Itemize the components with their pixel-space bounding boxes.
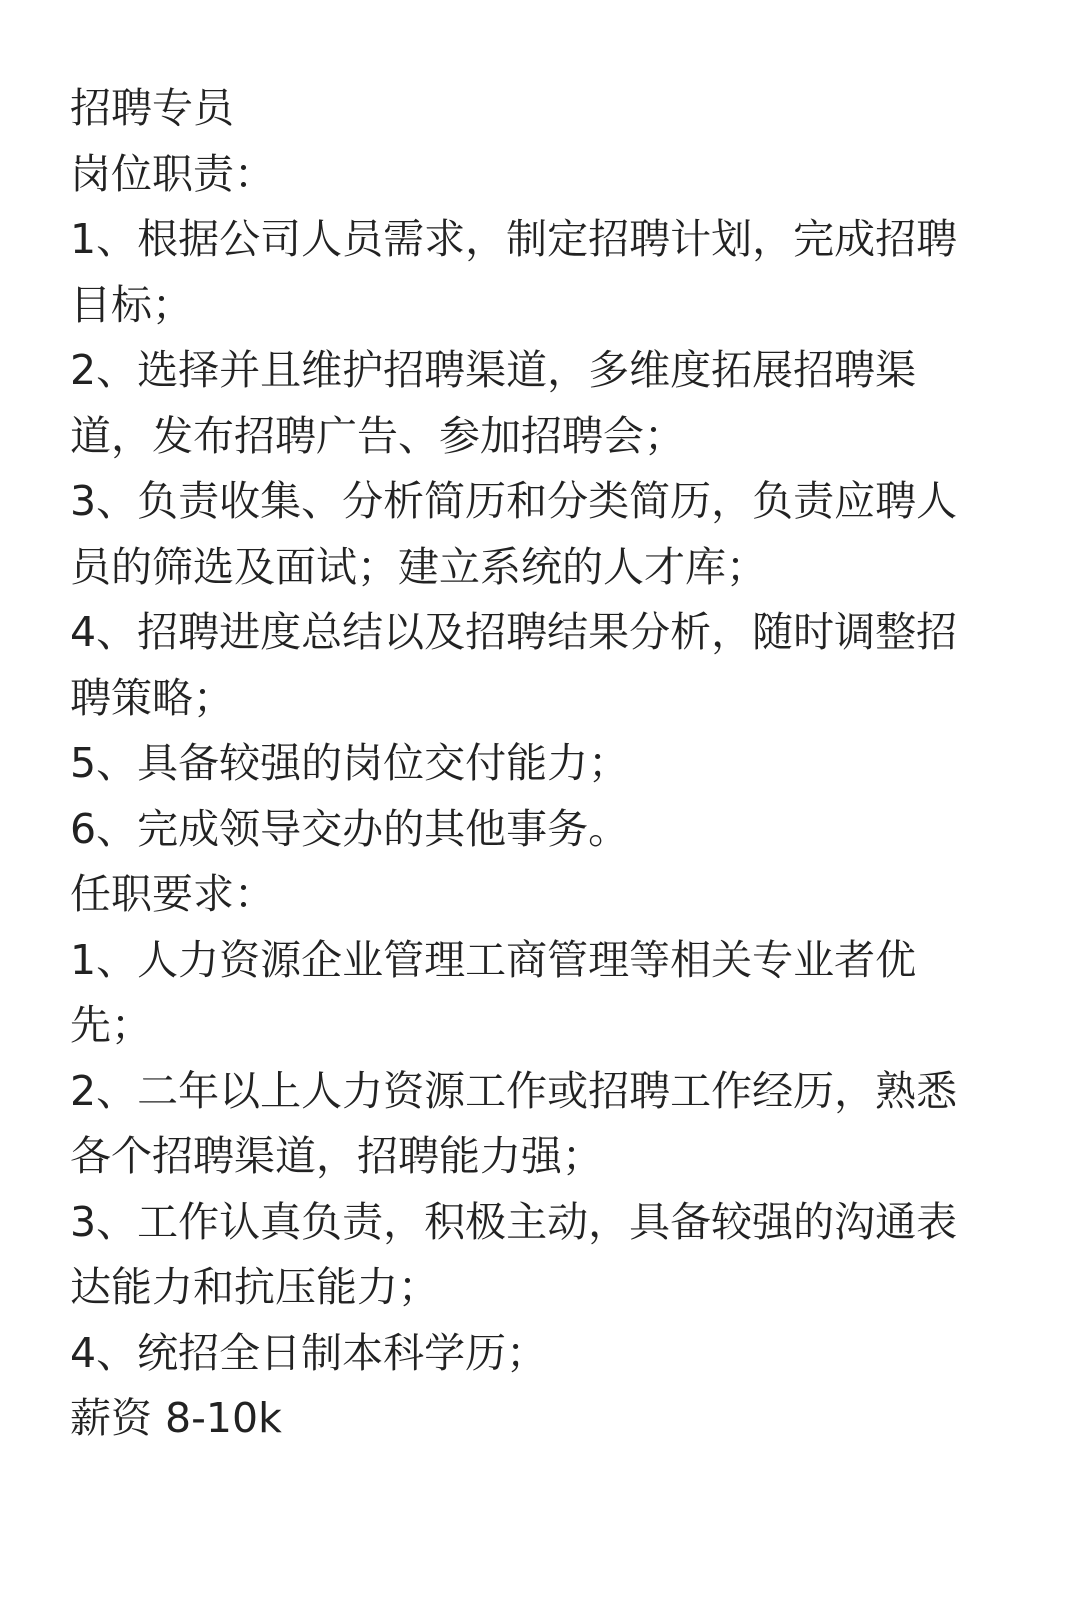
- duty-item-3-line-2: 员的筛选及面试；建立系统的人才库；: [70, 542, 767, 591]
- duty-item-2-line-1: 2、选择并且维护招聘渠道，多维度拓展招聘渠: [70, 346, 917, 394]
- duty-item-4-line-1: 4、招聘进度总结以及招聘结果分析，随时调整招: [70, 608, 958, 656]
- requirements-heading: 任职要求：: [70, 870, 275, 918]
- job-posting: [70, 76, 1030, 1452]
- duty-item-1-line-1: 1、根据公司人员需求，制定招聘计划，完成招聘: [70, 215, 958, 263]
- salary: 薪资 8-10k: [70, 1394, 282, 1442]
- job-title: 招聘专员: [70, 84, 234, 132]
- duty-item-5: 5、具备较强的岗位交付能力；: [70, 739, 630, 787]
- duty-item-6: 6、完成领导交办的其他事务。: [70, 804, 630, 853]
- requirement-item-1-line-1: 1、人力资源企业管理工商管理等相关专业者优: [70, 935, 917, 984]
- duty-item-4-line-2: 聘策略；: [70, 673, 234, 722]
- requirement-item-1-line-2: 先；: [70, 1001, 152, 1049]
- requirement-item-2-line-1: 2、二年以上人力资源工作或招聘工作经历，熟悉: [70, 1066, 958, 1115]
- duty-item-2-line-2: 道，发布招聘广告、参加招聘会；: [70, 411, 685, 460]
- duty-item-1-line-2: 目标；: [70, 280, 193, 329]
- requirement-item-2-line-2: 各个招聘渠道，招聘能力强；: [70, 1132, 603, 1180]
- requirement-item-4: 4、统招全日制本科学历；: [70, 1328, 548, 1377]
- requirement-item-3-line-1: 3、工作认真负责，积极主动，具备较强的沟通表: [70, 1197, 958, 1246]
- requirement-item-3-line-2: 达能力和抗压能力；: [70, 1263, 439, 1311]
- duty-item-3-line-1: 3、负责收集、分析简历和分类简历，负责应聘人: [70, 477, 958, 525]
- duties-heading: 岗位职责：: [70, 149, 275, 198]
